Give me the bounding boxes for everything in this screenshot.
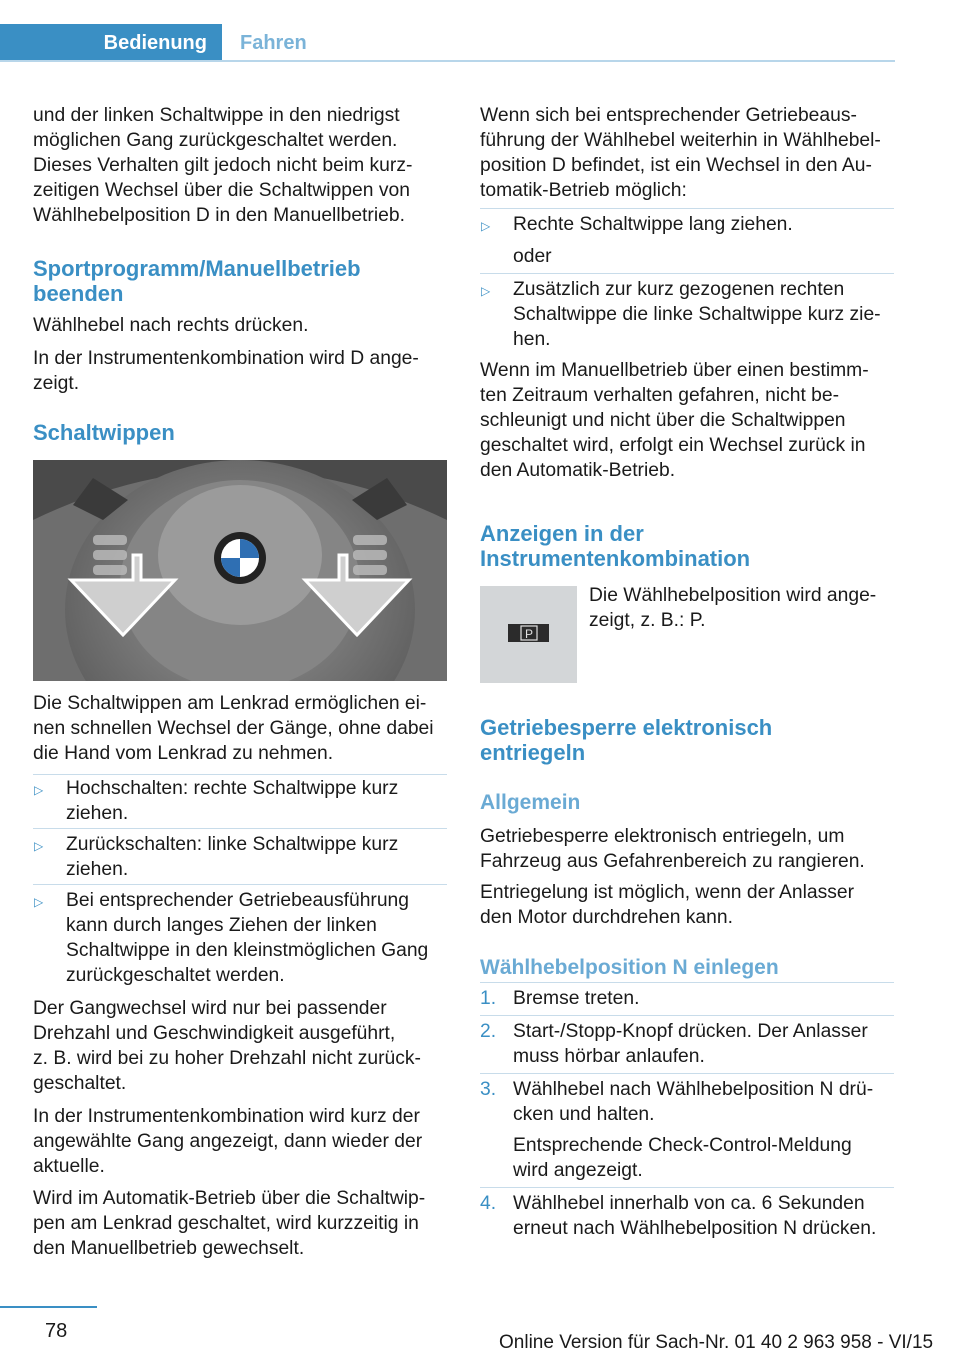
text-line: ten Zeitraum verhalten gefahren, nicht be‐: [480, 385, 840, 406]
list-item: [513, 277, 903, 352]
text-line: zeigt.: [33, 373, 80, 394]
tab-bedienung[interactable]: Bedienung: [0, 24, 222, 62]
step-text: Bremse treten.: [513, 988, 640, 1009]
text-line: Entriegelung ist möglich, wenn der Anlasser: [480, 882, 855, 903]
step-number: 4.: [480, 1193, 497, 1214]
oder-text: oder: [513, 246, 552, 267]
text-line: Die Schaltwippen am Lenkrad ermöglichen ei‐: [33, 693, 427, 714]
text-line: Bei entsprechender Getriebeausführung: [66, 890, 410, 911]
text-line: Wird im Automatik-Betrieb über die Schaltwip‐: [33, 1188, 426, 1209]
text-line: Schaltwippe in den kleinstmöglichen Gang: [66, 940, 429, 961]
heading-line: entriegeln: [480, 740, 586, 765]
text-line: kann durch langes Ziehen der linken: [66, 915, 377, 936]
step-text: [513, 1077, 903, 1127]
text-line: und der linken Schaltwippe in den niedrigst: [33, 105, 400, 126]
text-line: Die Wählhebelposition wird ange‐: [589, 585, 877, 606]
text-line: In der Instrumentenkombination wird kurz der: [33, 1106, 420, 1127]
right-paragraph-4: [480, 880, 900, 930]
heading-anzeigen: [480, 521, 750, 571]
text-line: den Automatik-Betrieb.: [480, 460, 676, 481]
text-line: Getriebesperre elektronisch entriegeln, um: [480, 826, 845, 847]
text-line: möglichen Gang zurückgeschaltet werden.: [33, 130, 398, 151]
list-item: [66, 832, 451, 882]
step-number: 1.: [480, 988, 497, 1009]
text-line: erneut nach Wählhebelposition N drücken.: [513, 1218, 877, 1239]
text-line: zurückgeschaltet werden.: [66, 965, 285, 986]
heading-allgemein: Allgemein: [480, 791, 581, 814]
step-text: [513, 1019, 903, 1069]
step-text: [513, 1191, 903, 1241]
list-divider: [480, 1073, 894, 1074]
list-divider: [480, 208, 894, 209]
step-number: 2.: [480, 1021, 497, 1042]
list-divider: [33, 828, 447, 829]
header-rule: [0, 60, 895, 62]
text-line: Zusätzlich zur kurz gezogenen rechten: [513, 279, 845, 300]
triangle-bullet-icon: ▷: [34, 839, 44, 853]
heading-getriebesperre: [480, 715, 772, 765]
heading-line: Sportprogramm/Manuellbetrieb: [33, 256, 361, 281]
list-divider: [33, 774, 447, 775]
heading-sportprogramm: [33, 256, 361, 306]
list-item: [66, 888, 451, 988]
text-line: pen am Lenkrad geschaltet, wird kurzzeitig in: [33, 1213, 419, 1234]
heading-line: beenden: [33, 281, 124, 306]
text-line: Wählhebel innerhalb von ca. 6 Sekunden: [513, 1193, 865, 1214]
text-line: ziehen.: [66, 803, 129, 824]
steering-wheel-icon: [33, 460, 447, 681]
text-line: hen.: [513, 329, 551, 350]
heading-schaltwippen: Schaltwippen: [33, 420, 175, 445]
triangle-bullet-icon: ▷: [481, 284, 491, 298]
text-line: Dieses Verhalten gilt jedoch nicht beim kurz‐: [33, 155, 413, 176]
text-line: position D befindet, ist ein Wechsel in den Au‐: [480, 155, 872, 176]
list-divider: [480, 1187, 894, 1188]
text-line: Der Gangwechsel wird nur bei passender: [33, 998, 387, 1019]
text-line: Start-/Stopp-Knopf drücken. Der Anlasser: [513, 1021, 868, 1042]
text-line: zeitigen Wechsel über die Schaltwippen von: [33, 180, 410, 201]
triangle-bullet-icon: ▷: [34, 895, 44, 909]
tab-fahren[interactable]: Fahren: [240, 31, 307, 54]
text-line: wird angezeigt.: [513, 1160, 643, 1181]
triangle-bullet-icon: ▷: [481, 219, 491, 233]
triangle-bullet-icon: ▷: [34, 783, 44, 797]
list-divider: [480, 1015, 894, 1016]
anzeigen-paragraph: [589, 583, 899, 633]
left-paragraph-4: [33, 691, 451, 766]
list-divider: [480, 273, 894, 274]
text-line: zeigt, z. B.: P.: [589, 610, 706, 631]
text-line: den Manuellbetrieb gewechselt.: [33, 1238, 305, 1259]
text-line: die Hand vom Lenkrad zu nehmen.: [33, 743, 334, 764]
heading-line: Getriebesperre elektronisch: [480, 715, 773, 740]
text-line: den Motor durchdrehen kann.: [480, 907, 733, 928]
list-divider: [480, 982, 894, 983]
text-line: nen schnellen Wechsel der Gänge, ohne dabei: [33, 718, 434, 739]
page-number: 78: [45, 1320, 68, 1342]
text-line: schleunigt und nicht über die Schaltwippen: [480, 410, 846, 431]
left-paragraph-2: Wählhebel nach rechts drücken.: [33, 315, 309, 336]
text-line: ziehen.: [66, 859, 129, 880]
heading-waehlhebelposition: Wählhebelposition N einlegen: [480, 956, 779, 979]
text-line: Entsprechende Check-Control-Meldung: [513, 1135, 852, 1156]
text-line: Zurückschalten: linke Schaltwippe kurz: [66, 834, 399, 855]
right-paragraph-2: [480, 358, 900, 483]
heading-line: Instrumentenkombination: [480, 546, 751, 571]
text-line: Drehzahl und Geschwindigkeit ausgeführt,: [33, 1023, 396, 1044]
text-line: geschaltet.: [33, 1073, 127, 1094]
text-line: cken und halten.: [513, 1104, 655, 1125]
steering-wheel-illustration: [33, 460, 447, 681]
step-number: 3.: [480, 1079, 497, 1100]
text-line: Wählhebelposition D in den Manuellbetrieb.: [33, 205, 405, 226]
text-line: Hochschalten: rechte Schaltwippe kurz: [66, 778, 399, 799]
text-line: z. B. wird bei zu hoher Drehzahl nicht zurück‐: [33, 1048, 421, 1069]
text-line: Wählhebel nach Wählhebelposition N drü‐: [513, 1079, 874, 1100]
right-paragraph-1: [480, 103, 900, 203]
text-line: geschaltet wird, erfolgt ein Wechsel zurück in: [480, 435, 866, 456]
left-paragraph-6: [33, 1104, 451, 1179]
text-line: Wenn sich bei entsprechender Getriebeaus‐: [480, 105, 857, 126]
left-paragraph-5: [33, 996, 451, 1096]
text-line: muss hörbar anlaufen.: [513, 1046, 705, 1067]
gear-display-icon: [480, 586, 577, 683]
text-line: Wenn im Manuellbetrieb über einen bestimm‐: [480, 360, 869, 381]
left-paragraph-7: [33, 1186, 451, 1261]
list-item: Rechte Schaltwippe lang ziehen.: [513, 214, 793, 235]
gear-display-illustration: [480, 586, 577, 683]
heading-line: Anzeigen in der: [480, 521, 644, 546]
header-tabbar: [0, 0, 960, 62]
step-note: [513, 1133, 903, 1183]
left-paragraph-1: [33, 103, 451, 228]
text-line: tomatik-Betrieb möglich:: [480, 180, 687, 201]
display-glyph: P: [524, 627, 534, 641]
footer-rule: [0, 1306, 97, 1308]
right-paragraph-3: [480, 824, 900, 874]
list-divider: [33, 884, 447, 885]
list-item: [66, 776, 451, 826]
text-line: Schaltwippe die linke Schaltwippe kurz zie‐: [513, 304, 881, 325]
text-line: aktuelle.: [33, 1156, 105, 1177]
footer-version-text: Online Version für Sach-Nr. 01 40 2 963 958 - VI/15: [499, 1332, 934, 1353]
text-line: In der Instrumentenkombination wird D ange‐: [33, 348, 419, 369]
text-line: führung der Wählhebel weiterhin in Wählhebel‐: [480, 130, 881, 151]
text-line: Fahrzeug aus Gefahrenbereich zu rangieren.: [480, 851, 865, 872]
left-paragraph-3: [33, 346, 419, 396]
text-line: angewählte Gang angezeigt, dann wieder der: [33, 1131, 423, 1152]
